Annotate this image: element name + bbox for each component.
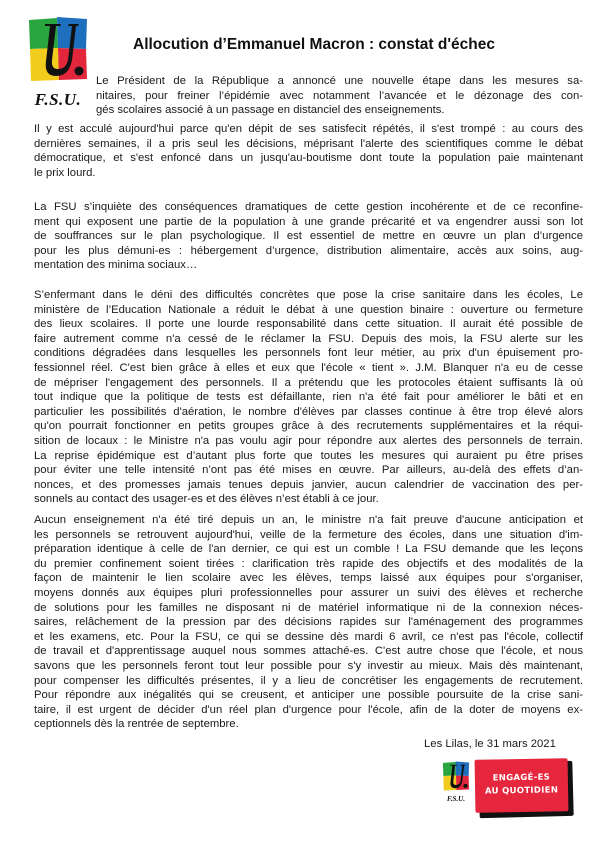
text-line: Il y est acculé aujourd'hui parce qu'en dépit de ses satisfecit répétés, il s'est trompé : au cours des [34, 123, 583, 135]
badge-line-2: AU QUOTIDIEN [484, 785, 559, 797]
document-title: Allocution d’Emmanuel Macron : constat d'échec [133, 36, 495, 53]
intro-paragraph [96, 74, 583, 118]
paragraph-accule [34, 122, 583, 180]
text-line: Aucun enseignement n'a été tiré depuis un an, le ministre n'a fait preuve d'aucune anticipation et [34, 514, 583, 526]
text-line: saires, relâchement de la pression par des décisions rapides sur l'aménagement des programmes [34, 616, 583, 629]
text-line: conditions dégradées dans lesquelles les personnels font leur métier, au prix d'un épuisement pro- [34, 347, 583, 360]
text-line: démocratique, et s'est enfoncé dans un jusqu'au-boutisme dont toute la population paie maintenant [34, 152, 583, 165]
text-line: nitaires, pour freiner l’épidémie avec notamment l’avancée et le dézonage des con- [96, 89, 583, 102]
text-line: tout indique que la politique de tests est défaillante, rien n'a été fait pour améliorer le bâti et en [34, 391, 583, 404]
badge-line-1: ENGAGÉ-ES [492, 772, 551, 784]
text-line: ministère de l’Education Nationale a réduit le débat à une question binaire : ouverture ou fermeture [34, 303, 583, 316]
engagees-badge [475, 758, 569, 813]
text-line: dernières semaines, il a pris seul les décisions, méprisant l'alerte des scientifiques comme le débat [34, 137, 583, 150]
text-line: taire, il est urgent de décider d'un réel plan d'urgence pour l'école, afin de la doter de moyens ex- [34, 703, 583, 716]
text-line: gés scolaires associé à un passage en distanciel des enseignements. [96, 104, 445, 117]
text-line: façon de maintenir le lien scolaire avec les élèves, temps laissé aux équipes pour s'organiser, [34, 572, 583, 585]
text-line: sition de locaux : le Ministre n'a pas voulu agir pour répondre aux alertes des personnels de terrain. [34, 434, 583, 447]
fsu-mini-logo-icon [442, 761, 470, 791]
fsu-logo [24, 14, 92, 108]
place-date-signature: Les Lilas, le 31 mars 2021 [424, 738, 556, 750]
text-line: le prix lourd. [34, 166, 96, 179]
fsu-mini-logo-text: F.S.U. [447, 795, 465, 803]
text-line: Pour répondre aux inégalités qui se creusent, et anticiper une possible poursuite de la crise sani- [34, 689, 583, 702]
fsu-engagees-logo [440, 759, 580, 821]
text-line: sonnels au contact des usager-es et des élèves n’est établi à ce jour. [34, 493, 379, 506]
paragraph-deni [34, 288, 583, 507]
text-line: pour éviter une telle intensité n’ont pas été mises en œuvre. Par ailleurs, au-delà des effets d’an- [34, 464, 583, 477]
text-line: particulier les possibilités d'aération, le nombre d'élèves par classes continue à être trop élevé alors [34, 405, 583, 418]
fsu-logo-text: F.S.U. [34, 90, 82, 109]
text-line: savons que les personnels feront tout leur possible pour s'y investir au mieux. Mais dès maintenant, [34, 659, 583, 672]
text-line: ment qui exposent une partie de la population à une grande précarité et va engendrer aussi son lot [34, 215, 583, 228]
text-line: et les examens, etc. Pour la FSU, ce qui se dessine dès mardi 6 avril, ce n'est pas l'école, collectif [34, 630, 583, 643]
paragraph-aucun-enseignement [34, 513, 583, 732]
text-line: fessionnel réel. C'est bien grâce à elles et eux que l'école « tient ». J.M. Blanquer n'a eu de cesse [34, 361, 583, 374]
text-line: des lieux scolaires. Il porte une lourde responsabilité dans cette situation. Il aurait été possible de [34, 318, 583, 331]
text-line: nonces, et des promesses jamais tenues depuis janvier, aucun calendrier de vaccination des per- [34, 478, 583, 491]
text-line: Le Président de la République a annoncé une nouvelle étape dans les mesures sa- [96, 75, 583, 87]
text-line: ceptionnels dès la rentrée de septembre. [34, 718, 239, 731]
text-line: de solutions pour les familles ne disposant ni de matériel informatique ni de la connexion néces- [34, 601, 583, 614]
text-line: de souffrances sur le plan psychologique. Il est essentiel de mettre en œuvre un plan d’urgence [34, 230, 583, 243]
text-line: S’enfermant dans le déni des difficultés concrètes que pose la crise sanitaire dans les écoles, Le [34, 289, 583, 301]
text-line: mentation des minima sociaux… [34, 259, 198, 272]
text-line: de mépriser l'engagement des personnels. Il a prétendu que les protocoles étaient suffisants là où [34, 376, 583, 389]
text-line: de travail et d'apprentissage auquel nous sommes attaché-es. C'est autre chose que l'école, et nous [34, 645, 583, 658]
text-line: les personnels se retrouvent aujourd'hui, veille de la fermeture des écoles, dans une situation d'im- [34, 528, 583, 541]
text-line: du premier confinement soient tirées : clarification très rapide des objectifs et des modalités de la [34, 557, 583, 570]
text-line: moyens donnés aux équipes pluri professionnelles pour assurer un suivi des élèves et recherche [34, 586, 583, 599]
text-line: faire autrement comme n'a cessé de le réclamer la FSU. Depuis des mois, la FSU alerte sur les [34, 332, 583, 345]
text-line: pour les plus démuni-es : hébergement d’urgence, distribution alimentaire, accès aux soins, aug- [34, 244, 583, 257]
text-line: qu'on pourrait fonctionner en petits groupes grâce à des recrutements supplémentaires et la réqui- [34, 420, 583, 433]
paragraph-fsu-inquiete [34, 200, 583, 273]
text-line: La reprise épidémique est d’autant plus forte que toutes les mesures qui auraient pu être prises [34, 449, 583, 462]
text-line: préparation identique à celle de l'an dernier, ce qui est un comble ! La FSU demande que les leçons [34, 543, 583, 556]
fsu-logo-icon [27, 16, 89, 82]
text-line: La FSU s’inquiète des conséquences dramatiques de cette gestion incohérente et de ce reconfine- [34, 201, 583, 213]
text-line: pour compenser les difficultés présentes, il y a lieu de concrétiser les engagements de recrutement. [34, 674, 583, 687]
